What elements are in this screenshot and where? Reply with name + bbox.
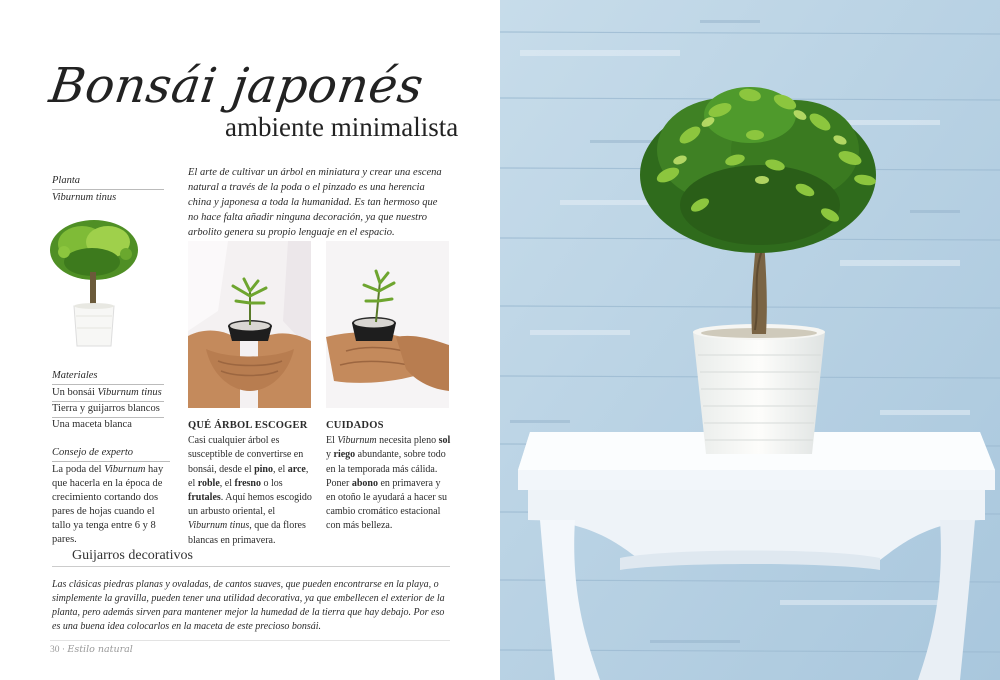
section-tree-choice (188, 419, 313, 548)
bonsai-tree-image (44, 214, 144, 354)
expert-label: Consejo de experto (52, 446, 170, 462)
page-footer: 30 · Estilo natural (50, 644, 133, 655)
gravel-heading: Guijarros decorativos (72, 548, 193, 563)
divider (50, 640, 450, 641)
materials-label: Materiales (52, 369, 164, 385)
bonsai-on-table-photo (500, 0, 1000, 680)
gravel-text: Las clásicas piedras planas y ovaladas, de cantos suaves, que pueden encontrarse en la playa, o simplemente la gravilla, pueden tener una utilidad decorativa, ya que embellecen el exterior de la planta, pero además sirven para mantener mejor la humedad de la tierra que hay debajo. Por eso es una buena idea colocarlos en la maceta de este precioso bonsái. (52, 579, 445, 632)
plant-label: Planta (52, 174, 164, 190)
plant-name: Viburnum tinus (52, 192, 117, 203)
sidebar-plant (52, 174, 164, 205)
material-item: Tierra y guijarros blancos (52, 402, 164, 418)
material-item: Un bonsái Viburnum tinus (52, 386, 164, 402)
section-heading: QUÉ ÁRBOL ESCOGER (188, 420, 308, 431)
title-subtitle: ambiente minimalista (225, 112, 459, 142)
footer-title: Estilo natural (67, 644, 133, 655)
divider (52, 566, 450, 567)
hands-holding-pot-image (326, 241, 449, 408)
intro-paragraph: El arte de cultivar un árbol en miniatura y crear una escena natural a través de la poda o el pinzado es una herencia china y japonesa a toda la humanidad. Es tan hermoso que no hace falta añadir ninguna decoración, ya que nuestro arbolito genera su propio lenguaje en el espacio. (188, 167, 442, 238)
expert-text: La poda del Viburnum hay que hacerla en la época de crecimiento cortando dos pares de hojas cuando el tallo ya tenga entre 6 y 8 pares. (52, 464, 164, 545)
section-text: El Viburnum necesita pleno sol y riego abundante, sobre todo en la temporada más cálida. Poner abono en primavera y en otoño le ayudará a hacer su cambio cromático estacional con más belleza. (326, 435, 451, 532)
section-heading: CUIDADOS (326, 420, 384, 431)
sidebar-materials (52, 369, 164, 432)
material-item: Una maceta blanca (52, 419, 132, 430)
title-script: Bonsái japonés (46, 58, 427, 114)
section-text: Casi cualquier árbol es susceptible de convertirse en bonsái, desde el pino, el arce, el roble, el fresno o los frutales. Aquí hemos escogido un arbusto oriental, el Viburnum tinus, que da flores blancas en primavera. (188, 435, 312, 546)
page-number: 30 (50, 645, 60, 655)
section-care (326, 419, 451, 534)
hands-holding-sapling-image (188, 241, 311, 408)
sidebar-expert (52, 446, 170, 547)
